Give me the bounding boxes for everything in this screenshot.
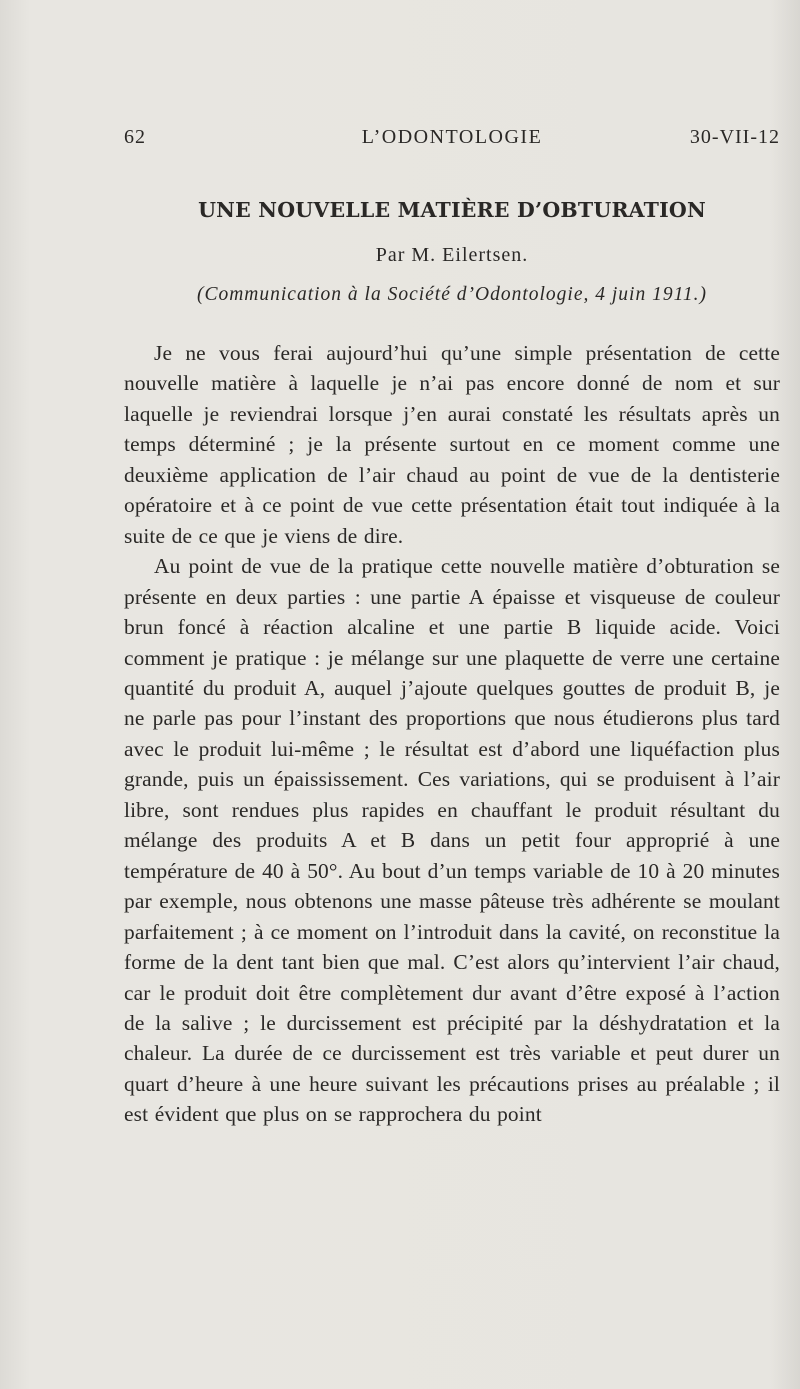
journal-title: L’ODONTOLOGIE	[361, 126, 543, 148]
page-number: 62	[124, 126, 146, 148]
article-byline: Par M. Eilertsen.	[375, 244, 529, 266]
issue-date: 30-VII-12	[689, 126, 780, 148]
paragraph-1: Je ne vous ferai aujourd’hui qu’une simple présentation de cette nouvelle matière à laquelle je n’ai pas encore donné de nom et sur laquelle je reviendrai lorsque j’en aurai constaté les résultats après un temps déterminé ; je la présente surtout en ce moment comme une deuxième application de l’air chaud au point de vue de la dentisterie opératoire et à ce point de vue cette présentation était tout indiquée à la suite de ce que je viens de dire.	[124, 341, 780, 548]
running-head	[124, 126, 780, 156]
article-note: (Communication à la Société d’Odontologie, 4 juin 1911.)	[196, 284, 708, 305]
paragraph-2: Au point de vue de la pratique cette nouvelle matière d’obturation se présente en deux parties : une partie A épaisse et visqueuse de couleur brun foncé à réaction alcaline et une partie B liquide acide. Voici comment je pratique : je mélange sur une plaquette de verre une certaine quantité du produit A, auquel j’ajoute quelques gouttes de produit B, je ne parle pas pour l’instant des proportions que nous étudierons plus tard avec le produit lui-même ; le résultat est d’abord une liquéfaction plus grande, puis un épaississement. Ces variations, qui se produisent à l’air libre, sont rendues plus rapides en chauffant le produit résultant du mélange des produits A et B dans un petit four approprié à une température de 40 à 50°. Au bout d’un temps variable de 10 à 20 minutes par exemple, nous obtenons une masse pâteuse très adhérente se moulant parfaitement ; à ce moment on l’introduit dans la cavité, on reconstitue la forme de la dent tant bien que mal. C’est alors qu’intervient l’air chaud, car le produit doit être complètement dur avant d’être exposé à l’action de la salive ; le durcissement est précipité par la déshydratation et la chaleur. La durée de ce durcissement est très variable et peut durer un quart d’heure à une heure suivant les précautions prises au préalable ; il est évident que plus on se rapprochera du point	[124, 554, 780, 1127]
article-body	[124, 338, 780, 1130]
article-title: UNE NOUVELLE MATIÈRE D’OBTURATION	[198, 198, 706, 222]
